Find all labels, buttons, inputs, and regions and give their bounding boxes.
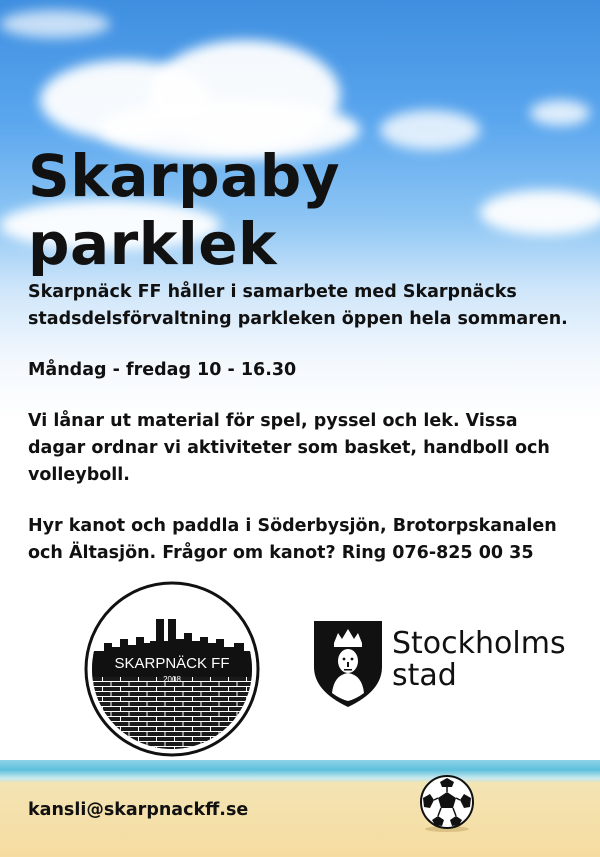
skarpnack-ff-logo <box>84 581 260 757</box>
opening-hours: Måndag - fredag 10 - 16.30 <box>28 360 297 380</box>
city-name <box>392 628 566 692</box>
city-name-line1: Stockholms <box>392 626 566 661</box>
club-year: 2008 <box>163 675 181 684</box>
intro-paragraph: Skarpnäck FF håller i samarbete med Skarpnäcks stadsdelsförvaltning parkleken öppen hela sommaren. <box>28 282 568 329</box>
canoe-paragraph: Hyr kanot och paddla i Söderbysjön, Brotorpskanalen och Ältasjön. Frågor om kanot? Ring 076-825 00 35 <box>28 516 557 563</box>
contact-email: kansli@skarpnackff.se <box>28 800 249 820</box>
soccer-ball-icon <box>418 774 476 832</box>
club-name: SKARPNÄCK FF <box>114 655 230 672</box>
sea-strip <box>0 760 600 784</box>
cloud <box>530 100 590 126</box>
poster-title: Skarpaby parklek <box>28 142 341 278</box>
city-name-line2: stad <box>392 658 457 693</box>
activities-paragraph: Vi lånar ut material för spel, pyssel och lek. Vissa dagar ordnar vi aktiviteter som basket, handboll och volleyboll. <box>28 411 550 485</box>
cloud <box>0 10 110 38</box>
